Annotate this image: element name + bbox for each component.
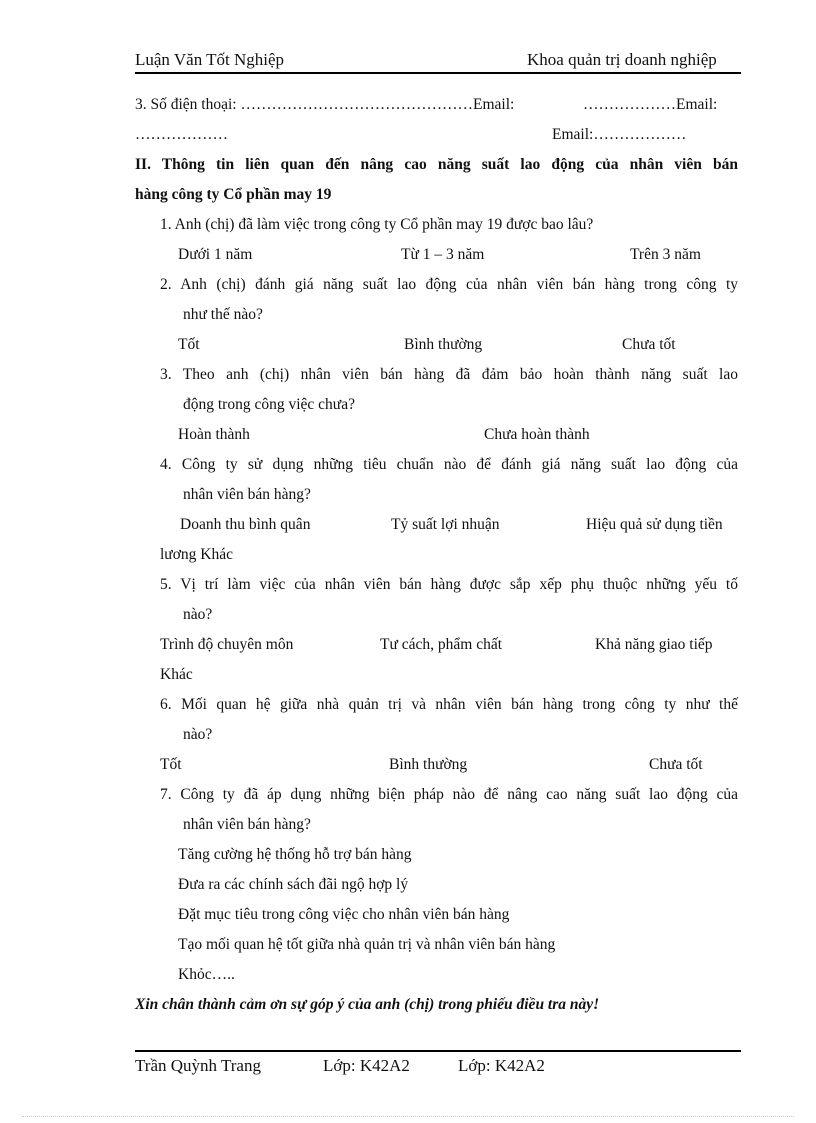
- q6-option-3: Chưa tốt: [649, 756, 703, 773]
- q5-option-3: Khả năng giao tiếp: [595, 636, 713, 653]
- q1-option-3: Trên 3 năm: [630, 246, 701, 263]
- question-7-line2: nhân viên bán hàng?: [183, 816, 311, 833]
- question-3-line2: động trong công việc chưa?: [183, 396, 355, 413]
- q7-option-3: Đặt mục tiêu trong công việc cho nhân viên bán hàng: [178, 906, 510, 923]
- q5-option-line3: Khác: [160, 666, 193, 683]
- question-4-line2: nhân viên bán hàng?: [183, 486, 311, 503]
- footer-class-2: Lớp: K42A2: [458, 1056, 545, 1075]
- q6-option-2: Bình thường: [389, 756, 468, 773]
- q1-option-2: Từ 1 – 3 năm: [401, 246, 485, 263]
- q7-option-2: Đưa ra các chính sách đãi ngộ hợp lý: [178, 876, 409, 893]
- closing-thanks: Xin chân thành cảm ơn sự góp ý của anh (chị) trong phiếu điều tra này!: [135, 996, 600, 1013]
- header-right: Khoa quản trị doanh nghiệp: [527, 50, 717, 69]
- q4-option-3: Hiệu quả sử dụng tiền: [586, 516, 723, 533]
- q1-option-1: Dưới 1 năm: [178, 246, 253, 263]
- question-6-line1: 6. Mối quan hệ giữa nhà quản trị và nhân viên bán hàng trong công ty như thế: [160, 696, 738, 713]
- footer-name: Trần Quỳnh Trang: [135, 1056, 261, 1075]
- phone-line: 3. Số điện thoại: ………………………………………Email:: [135, 96, 515, 113]
- q2-option-1: Tốt: [178, 336, 200, 353]
- q5-option-2: Tư cách, phẩm chất: [380, 636, 503, 653]
- email-field-2: Email:………………: [552, 126, 687, 143]
- header-left: Luận Văn Tốt Nghiệp: [135, 50, 285, 69]
- footer-class-1: Lớp: K42A2: [323, 1056, 410, 1075]
- question-4-line1: 4. Công ty sử dụng những tiêu chuẩn nào để đánh giá năng suất lao động của: [160, 456, 738, 473]
- header-rule: [135, 72, 741, 74]
- question-2-line1: 2. Anh (chị) đánh giá năng suất lao động của nhân viên bán hàng trong công ty: [160, 276, 738, 293]
- question-3-line1: 3. Theo anh (chị) nhân viên bán hàng đã đảm bảo hoàn thành năng suất lao: [160, 366, 738, 383]
- q7-option-1: Tăng cường hệ thống hỗ trợ bán hàng: [178, 846, 412, 863]
- section-title-line1: II. Thông tin liên quan đến nâng cao năng suất lao động của nhân viên bán: [135, 156, 738, 173]
- q7-option-4: Tạo mối quan hệ tốt giữa nhà quản trị và nhân viên bán hàng: [178, 936, 556, 953]
- q6-option-1: Tốt: [160, 756, 182, 773]
- q3-option-1: Hoàn thành: [178, 426, 250, 443]
- question-7-line1: 7. Công ty đã áp dụng những biện pháp nào để nâng cao năng suất lao động của: [160, 786, 738, 803]
- q2-option-2: Bình thường: [404, 336, 483, 353]
- question-2-line2: như thế nào?: [183, 306, 263, 323]
- section-title-line2: hàng công ty Cổ phần may 19: [135, 186, 332, 203]
- question-1: 1. Anh (chị) đã làm việc trong công ty Cổ phần may 19 được bao lâu?: [160, 216, 594, 233]
- q5-option-1: Trình độ chuyên môn: [160, 636, 294, 653]
- q2-option-3: Chưa tốt: [622, 336, 676, 353]
- q4-option-line3: lương Khác: [160, 546, 233, 563]
- q7-option-5: Khỏc…..: [178, 966, 235, 983]
- q3-option-2: Chưa hoàn thành: [484, 426, 590, 443]
- q4-option-1: Doanh thu bình quân: [180, 516, 311, 533]
- q4-option-2: Tỷ suất lợi nhuận: [391, 516, 500, 533]
- page-edge: [22, 1116, 794, 1117]
- email-field-1: ………………Email:: [583, 96, 718, 113]
- dots-line: ………………: [135, 126, 228, 143]
- question-5-line2: nào?: [183, 606, 213, 623]
- question-6-line2: nào?: [183, 726, 213, 743]
- footer-rule: [135, 1050, 741, 1052]
- question-5-line1: 5. Vị trí làm việc của nhân viên bán hàng được sắp xếp phụ thuộc những yếu tố: [160, 576, 738, 593]
